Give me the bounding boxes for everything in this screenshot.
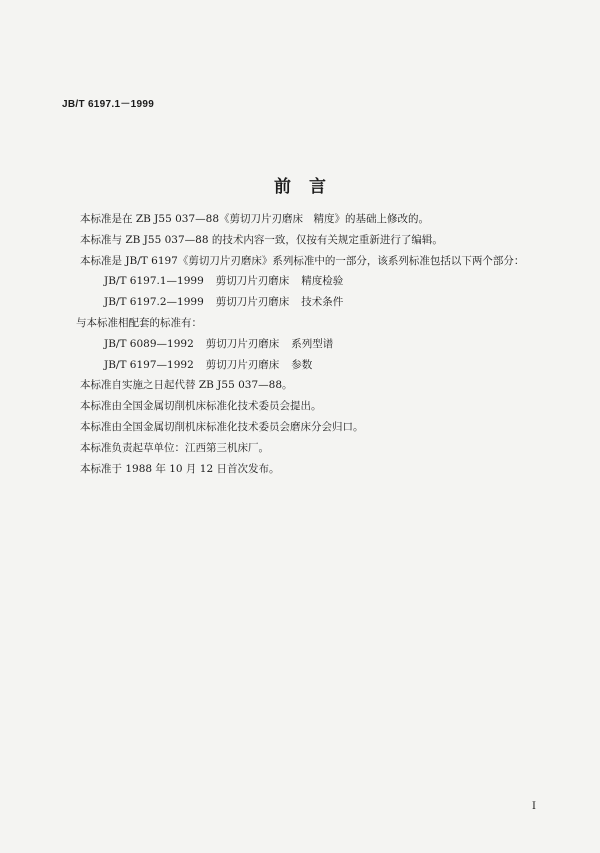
paragraph-drafter: 本标准负责起草单位：江西第三机床厂。 [80, 441, 269, 454]
related-item-part: 参数 [291, 358, 313, 371]
series-item-name: 剪切刀片刃磨床 [215, 275, 290, 288]
paragraph-administrator: 本标准由全国金属切削机床标准化技术委员会磨床分会归口。 [80, 420, 364, 433]
paragraph-replacement: 本标准自实施之日起代替 ZB J55 037—88。 [80, 379, 293, 392]
paragraph-basis: 本标准是在 ZB J55 037—88《剪切刀片刃磨床 精度》的基础上修改的。 [80, 213, 429, 225]
series-item-name: 剪切刀片刃磨床 [215, 296, 290, 309]
foreword-body [76, 209, 560, 479]
paragraph-consistency: 本标准与 ZB J55 037—88 的技术内容一致，仅按有关规定重新进行了编辑。 [80, 233, 443, 246]
standard-code: JB/T 6197.1－1999 [62, 99, 155, 110]
series-item-part: 技术条件 [301, 296, 344, 309]
related-item [80, 334, 560, 355]
paragraph-first-issue: 本标准于 1988 年 10 月 12 日首次发布。 [80, 462, 280, 475]
related-item-name: 剪切刀片刃磨床 [205, 358, 280, 371]
series-item-part: 精度检验 [301, 275, 344, 288]
series-item-code: JB/T 6197.2—1999 [104, 296, 204, 309]
related-item-name: 剪切刀片刃磨床 [205, 337, 280, 350]
series-item [80, 292, 560, 313]
page-title: 前言 [274, 177, 344, 197]
paragraph-proposer: 本标准由全国金属切削机床标准化技术委员会提出。 [80, 400, 322, 413]
related-item-code: JB/T 6089—1992 [104, 337, 194, 350]
related-item-code: JB/T 6197—1992 [104, 358, 194, 371]
related-item-part: 系列型谱 [291, 337, 334, 350]
series-item [80, 271, 560, 292]
related-item [80, 355, 560, 376]
paragraph-related: 与本标准相配套的标准有： [76, 316, 202, 329]
paragraph-series: 本标准是 JB/T 6197《剪切刀片刃磨床》系列标准中的一部分，该系列标准包括以下两个部分： [80, 254, 525, 267]
series-item-code: JB/T 6197.1—1999 [104, 275, 204, 288]
page-number: I [532, 801, 536, 812]
